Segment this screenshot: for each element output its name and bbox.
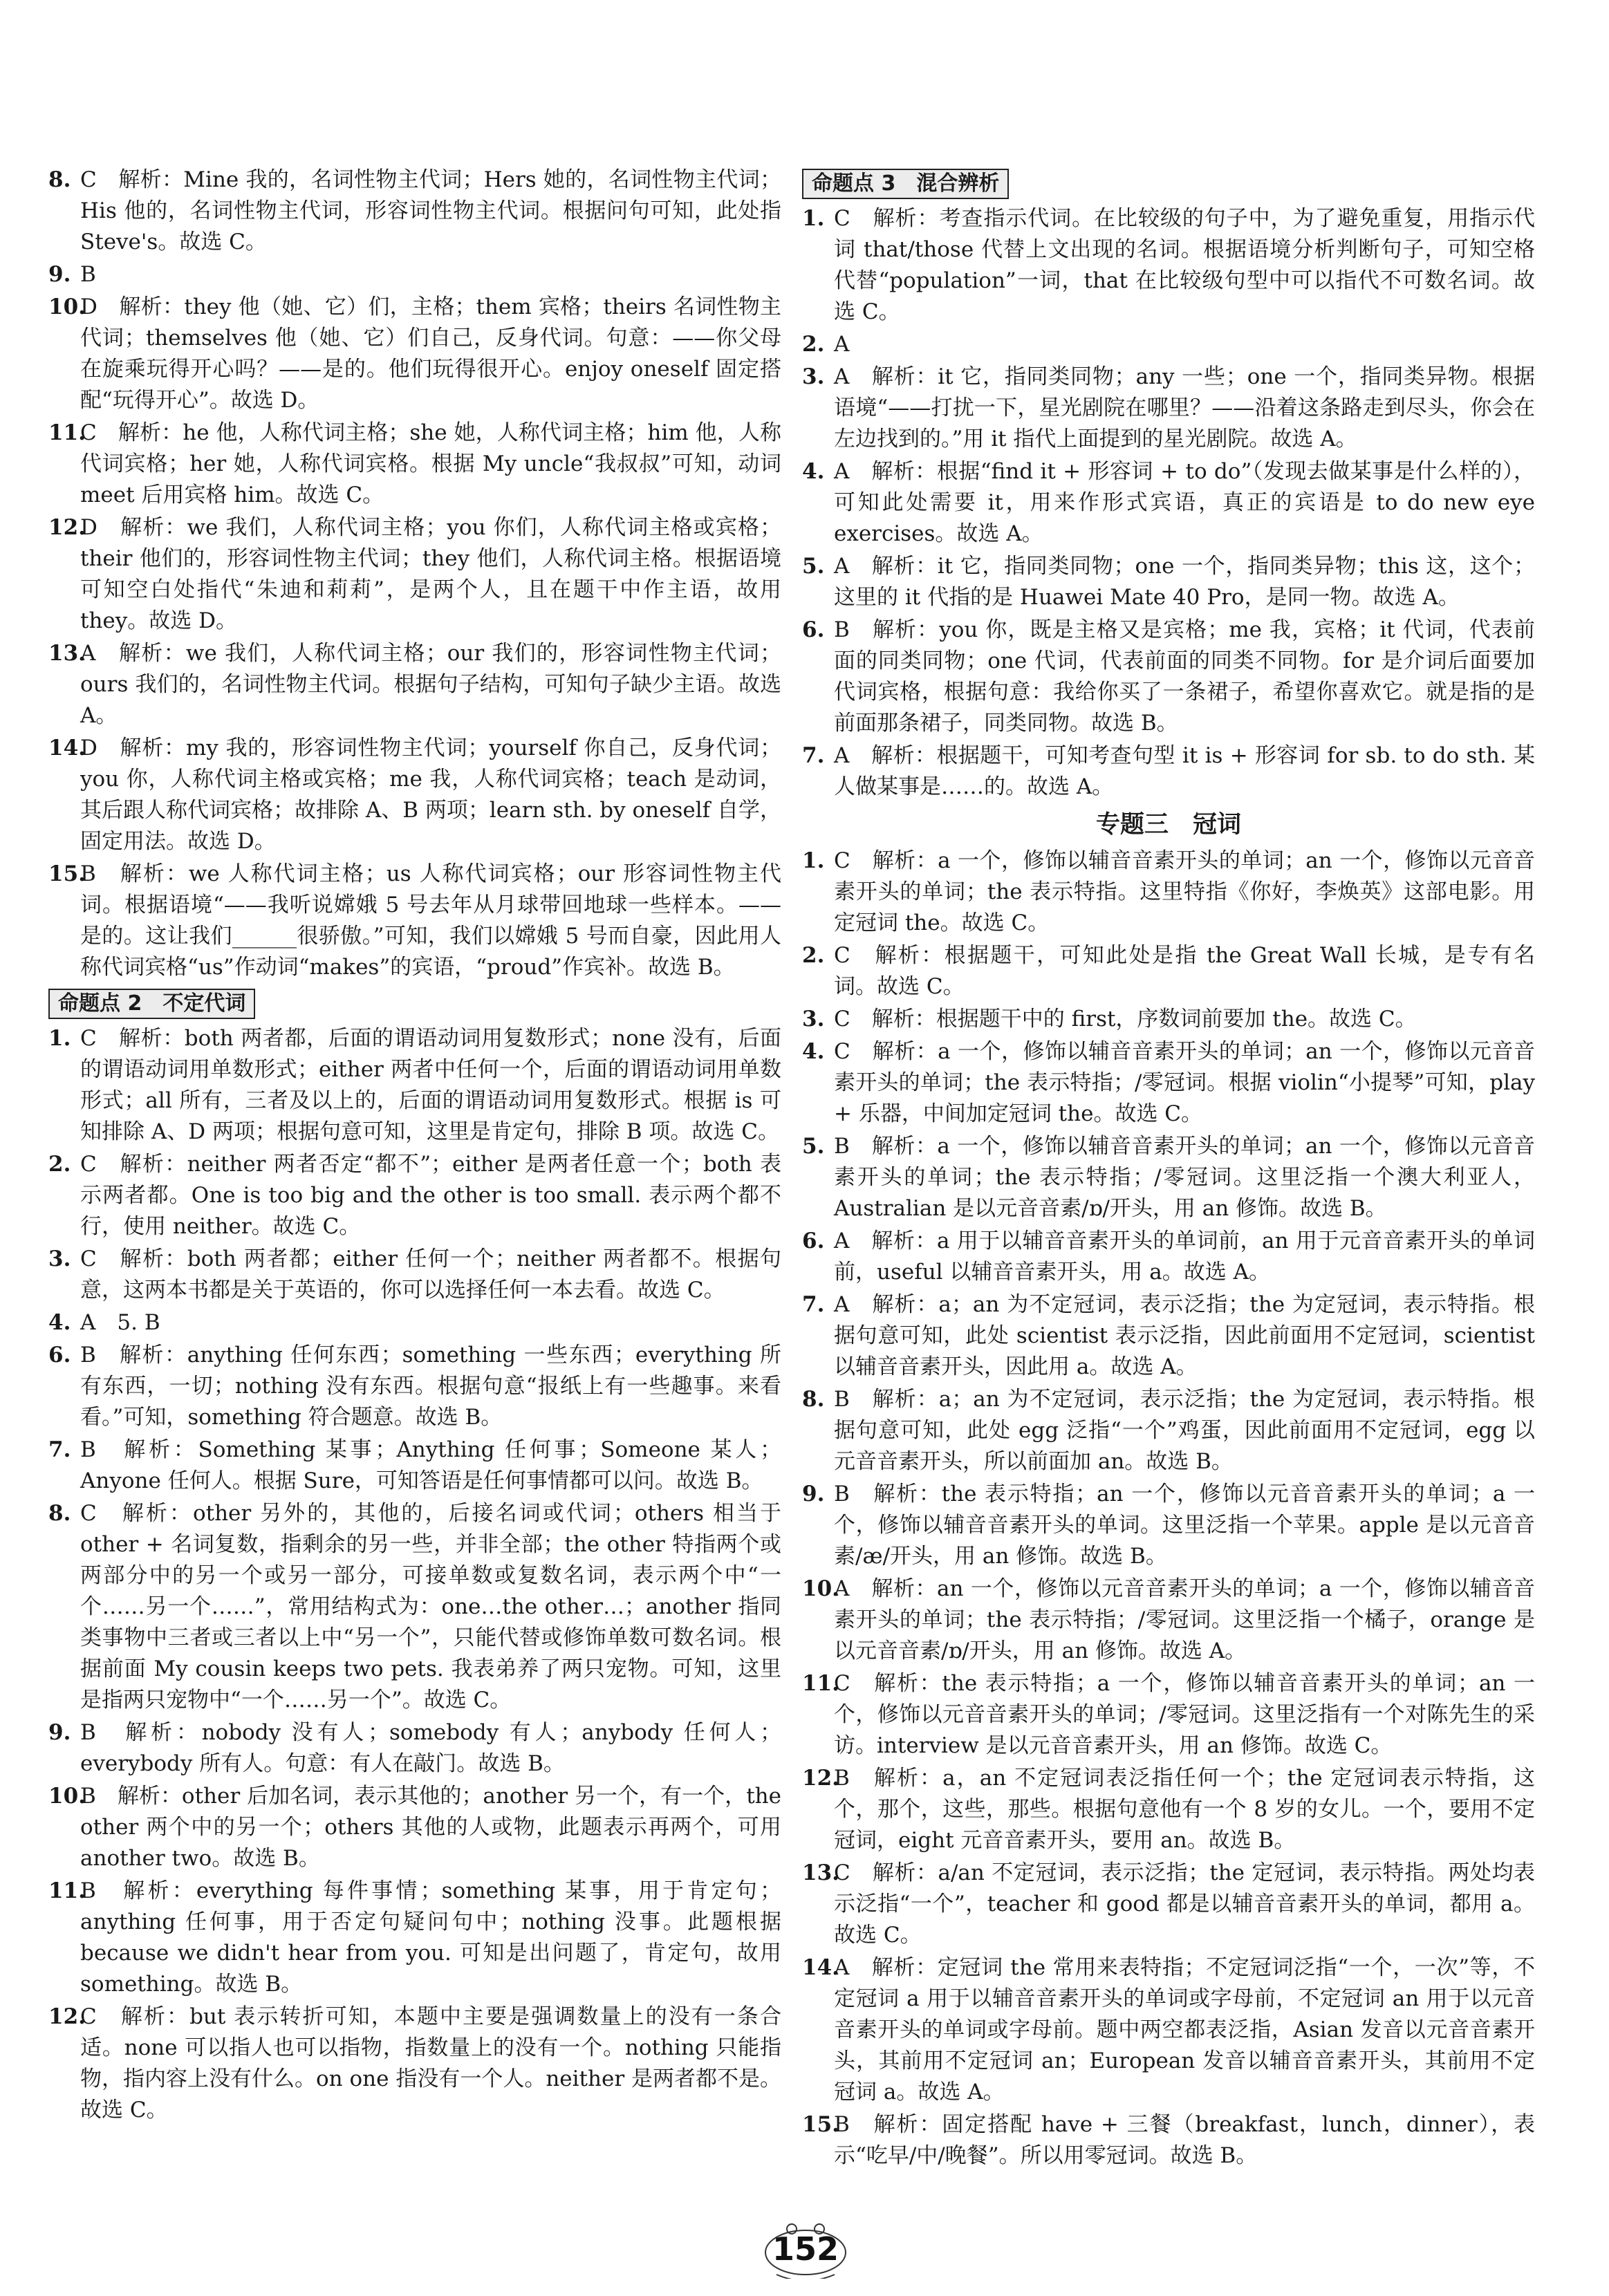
page-number: 152 [772,2230,839,2268]
answer-number: 7. [48,1437,71,1462]
answer-number: 1. [48,1026,71,1051]
answer-text: A [834,332,850,357]
answer-item [48,259,781,290]
answer-number: 6. [48,1343,71,1368]
answer-number: 7. [802,743,825,768]
answer-item [48,1435,781,1497]
left-column [48,165,781,2127]
answer-item [48,1307,781,1338]
answer-number: 12. [802,1766,839,1791]
answer-text: C 解析：a/an 不定冠词，表示泛指；the 定冠词，表示特指。两处均表示泛指“一个”，teacher 和 good 都是以辅音音素开头的单词，都用 a。故选 C。 [834,1860,1535,1948]
answer-text: D 解析：they 他（她、它）们，主格；them 宾格；theirs 名词性物主代词；themselves 他（她、它）们自己，反身代词。句意：——你父母在旋乘玩得开心吗？——是的。他们玩得很开心。enjoy oneself 固定搭配“玩得开心”。故选 D。 [80,295,781,413]
answer-text: C 解析：a 一个，修饰以辅音音素开头的单词；an 一个，修饰以元音音素开头的单词；the 表示特指。这里特指《你好，李焕英》这部电影。用定冠词 the。故选 C。 [834,848,1535,935]
answer-item [802,1226,1535,1288]
answer-number: 5. [802,1134,825,1159]
answer-number: 9. [48,262,71,287]
answer-text: B 解析：other 后加名词，表示其他的；another 另一个，有一个，the other 两个中的另一个；others 其他的人或物，此题表示再两个，可用 another two。故选 B。 [80,1784,781,1871]
answer-number: 15. [48,861,86,886]
answer-number: 6. [802,617,825,642]
answer-text: A 解析：a；an 为不定冠词，表示泛指；the 为定冠词，表示特指。根据句意可知，此处 scientist 表示泛指，因此前面用不定冠词，scientist 以辅音音素开头，因此用 a。故选 A。 [834,1292,1535,1379]
answer-item [802,615,1535,739]
answer-item [48,1781,781,1874]
answer-text: C 解析：neither 两者否定“都不”；either 是两者任意一个；both 表示两者都。One is too big and the other is too small. 表示两个都不行，使用 neither。故选 C。 [80,1152,781,1239]
answer-text: B 解析：we 人称代词主格；us 人称代词宾格；our 形容词性物主代词。根据语境“——我听说嫦娥 5 号去年从月球带回地球一些样本。——是的。这让我们______很骄傲。”可知，我们以嫦娥 5 号而自豪，因此用人称代词宾格“us”作动词“makes”的宾语，“proud”作宾补。故选 B。 [80,861,781,980]
answer-number: 10. [48,1784,86,1809]
answer-item [802,1131,1535,1224]
answer-text: B 解析：you 你，既是主格又是宾格；me 我，宾格；it 代词，代表前面的同类同物；one 代词，代表前面的同类不同物。for 是介词后面要加代词宾格，根据句意：我给你买了一条裙子，希望你喜欢它。就是指的是前面那条裙子，同类同物。故选 B。 [834,617,1535,736]
answer-item [802,551,1535,613]
answer-item [802,1004,1535,1035]
answer-item [802,1763,1535,1856]
answer-number: 1. [802,848,825,873]
answer-number: 12. [48,2004,86,2029]
answer-number: 3. [802,1007,825,1032]
answer-text: C 解析：the 表示特指；a 一个，修饰以辅音音素开头的单词；an 一个，修饰以元音音素开头的单词；/零冠词。这里泛指有一个对陈先生的采访。interview 是以元音音素开头，用 an 修饰。故选 C。 [834,1671,1535,1758]
answer-text: D 解析：we 我们，人称代词主格；you 你们，人称代词主格或宾格；their 他们的，形容词性物主代词；they 他们，人称代词主格。根据语境可知空白处指代“朱迪和莉莉”，是两个人，且在题干中作主语，故用 they。故选 D。 [80,515,781,633]
answer-number: 14. [48,736,86,760]
answer-text: B 解析：nobody 没有人；somebody 有人；anybody 任何人；everybody 所有人。句意：有人在敲门。故选 B。 [80,1720,781,1776]
answer-number: 2. [802,943,825,968]
answer-number: 6. [802,1229,825,1253]
answer-text: B 解析：everything 每件事情；something 某事，用于肯定句；anything 任何事，用于否定句疑问句中；nothing 没事。此题根据 because we didn't hear from you. 可知是出问题了，肯定句，故用 something。故选 B。 [80,1878,781,1997]
answer-text: C 解析：but 表示转折可知，本题中主要是强调数量上的没有一条合适。none 可以指人也可以指物，指数量上的没有一个。nothing 只能指物，指内容上没有什么。on one 指没有一个人。neither 是两者都不是。故选 C。 [80,2004,781,2122]
answer-item [48,1340,781,1433]
answer-number: 1. [802,206,825,231]
answer-text: A 解析：根据题干，可知考查句型 it is + 形容词 for sb. to do sth. 某人做某事是……的。故选 A。 [834,743,1535,799]
answer-text: B 解析：the 表示特指；an 一个，修饰以元音音素开头的单词；a 一个，修饰以辅音音素开头的单词。这里泛指一个苹果。apple 是以元音音素/æ/开头，用 an 修饰。故选 B。 [834,1482,1535,1569]
answer-number: 4. [802,459,825,484]
answer-number: 11. [802,1671,839,1696]
answer-item [802,740,1535,803]
answer-item [802,203,1535,328]
answer-number: 10. [48,295,86,319]
answer-item [802,1036,1535,1130]
answer-number: 2. [48,1152,71,1177]
answer-number: 11. [48,1878,86,1903]
answer-number: 14. [802,1955,839,1980]
answer-number: 8. [48,167,71,192]
answer-text: C 解析：both 两者都；either 任何一个；neither 两者都不。根据句意，这两本书都是关于英语的，你可以选择任何一本去看。故选 C。 [80,1247,781,1303]
answer-text: C 解析：Mine 我的，名词性物主代词；Hers 她的，名词性物主代词；His 他的，名词性物主代词，形容词性物主代词。根据问句可知，此处指 Steve's。故选 C。 [80,167,781,254]
answer-text: A 解析：it 它，指同类同物；any 一些；one 一个，指同类异物。根据语境“——打扰一下，星光剧院在哪里？——沿着这条路走到尽头，你会在左边找到的。”用 it 指代上面提到的星光剧院。故选 A。 [834,364,1535,451]
answer-text: A 解析：it 它，指同类同物；one 一个，指同类异物；this 这，这个；这里的 it 代指的是 Huawei Mate 40 Pro，是同一物。故选 A。 [834,554,1535,610]
answer-item [802,456,1535,550]
answer-text: A 解析：根据“find it + 形容词 + to do”（发现去做某事是什么样的），可知此处需要 it，用来作形式宾语，真正的宾语是 to do new eye exercises。故选 A。 [834,459,1535,546]
answer-number: 4. [48,1310,71,1335]
answer-number: 4. [802,1039,825,1064]
answer-item [48,1498,781,1716]
answer-text: C 解析：both 两者都，后面的谓语动词用复数形式；none 没有，后面的谓语动词用单数形式；either 两者中任何一个，后面的谓语动词用单数形式；all 所有，三者及以上的，后面的谓语动词用复数形式。根据 is 可知排除 A、D 两项；根据句意可知，这里是肯定句，排除 B 项。故选 C。 [80,1026,781,1144]
answer-item [48,2001,781,2126]
answer-text: A 解析：an 一个，修饰以元音音素开头的单词；a 一个，修饰以辅音音素开头的单词；the 表示特指；/零冠词。这里泛指一个橘子，orange 是以元音音素/ɒ/开头，用 an 修饰。故选 A。 [834,1576,1535,1663]
answer-text: C 解析：other 另外的，其他的，后接名词或代词；others 相当于 other + 名词复数，指剩余的另一些，并非全部；the other 特指两个或两部分中的另一个或另一部分，可接单数或复数名词，表示两个中“一个……另一个……”，常用结构式为：one…the other…；another 指同类事物中三者或三者以上中“另一个”，只能代替或修饰单数可数名词。根据前面 My cousin keeps two pets. 我表弟养了两只宠物。可知，这里是指两只宠物中“一个……另一个”。故选 C。 [80,1501,781,1712]
answer-number: 3. [802,364,825,389]
answer-text: C 解析：根据题干，可知此处是指 the Great Wall 长城，是专有名词。故选 C。 [834,943,1535,999]
right-column [802,165,1535,2173]
section-header: 命题点 2 不定代词 [48,989,255,1019]
answer-item [802,1668,1535,1762]
answer-item [802,362,1535,455]
answer-item [48,1876,781,2000]
answer-item [802,1574,1535,1667]
answer-item [802,1952,1535,2108]
answer-text: B 解析：a；an 为不定冠词，表示泛指；the 为定冠词，表示特指。根据句意可知，此处 egg 泛指“一个”鸡蛋，因此前面用不定冠词，egg 以元音音素开头，所以前面加 an。故选 B。 [834,1387,1535,1474]
answer-number: 9. [48,1720,71,1745]
answer-item [802,846,1535,939]
answer-text: A 解析：定冠词 the 常用来表特指；不定冠词泛指“一个，一次”等，不定冠词 a 用于以辅音音素开头的单词或字母前，不定冠词 an 用于以元音音素开头的单词或字母前。题中两空都表泛指，Asian 发音以元音音素开头，其前用不定冠词 an；European 发音以辅音音素开头，其前用不定冠词 a。故选 A。 [834,1955,1535,2104]
answer-item [48,733,781,857]
section-header: 命题点 3 混合辨析 [802,169,1009,199]
answer-item [48,512,781,637]
answer-item [802,940,1535,1002]
answer-item [48,1149,781,1242]
answer-number: 13. [48,641,86,666]
topic-title: 专题三 冠词 [1095,811,1241,839]
answer-item [802,1384,1535,1477]
section-header-wrap [802,165,1535,203]
answer-item [48,165,781,258]
answer-number: 9. [802,1482,825,1506]
answer-text: A 5. B [80,1310,160,1335]
answer-number: 11. [48,420,86,445]
answer-item [802,1479,1535,1572]
answer-text: C 解析：考查指示代词。在比较级的句子中，为了避免重复，用指示代词 that/those 代替上文出现的名词。根据语境分析判断句子，可知空格代替“population”一词，that 在比较级句型中可以指代不可数名词。故选 C。 [834,206,1535,324]
answer-text: A 解析：we 我们，人称代词主格；our 我们的，形容词性物主代词；ours 我们的，名词性物主代词。根据句子结构，可知句子缺少主语。故选 A。 [80,641,781,728]
answer-item [48,292,781,416]
answer-number: 15. [802,2112,839,2137]
section-header-wrap [48,984,781,1023]
answer-number: 13. [802,1860,839,1885]
answer-number: 10. [802,1576,839,1601]
answer-text: B [80,262,96,287]
answer-text: C 解析：he 他，人称代词主格；she 她，人称代词主格；him 他，人称代词宾格；her 她，人称代词宾格。根据 My uncle“我叔叔”可知，动词 meet 后用宾格 him。故选 C。 [80,420,781,507]
answer-item [48,418,781,511]
answer-text: B 解析：anything 任何东西；something 一些东西；everything 所有东西，一切；nothing 没有东西。根据句意“报纸上有一些趣事。来看看。”可知，something 符合题意。故选 B。 [80,1343,781,1430]
answer-text: B 解析：固定搭配 have + 三餐（breakfast，lunch，dinner），表示“吃早/中/晚餐”。所以用零冠词。故选 B。 [834,2112,1535,2168]
answer-text: B 解析：a 一个，修饰以辅音音素开头的单词；an 一个，修饰以元音音素开头的单词；the 表示特指；/零冠词。这里泛指一个澳大利亚人，Australian 是以元音音素/ɒ/开头，用 an 修饰。故选 B。 [834,1134,1535,1221]
answer-number: 5. [802,554,825,579]
answer-number: 12. [48,515,86,540]
answer-number: 8. [802,1387,825,1412]
answer-number: 2. [802,332,825,357]
answer-item [802,1858,1535,1951]
answer-item [48,1244,781,1306]
answer-text: A 解析：a 用于以辅音音素开头的单词前，an 用于元音音素开头的单词前，useful 以辅音音素开头，用 a。故选 A。 [834,1229,1535,1285]
answer-number: 7. [802,1292,825,1317]
answer-text: D 解析：my 我的，形容词性物主代词；yourself 你自己，反身代词；you 你，人称代词主格或宾格；me 我，人称代词宾格；teach 是动词，其后跟人称代词宾格；故排除 A、B 两项；learn sth. by oneself 自学，固定用法。故选 D。 [80,736,781,854]
answer-text: C 解析：根据题干中的 first，序数词前要加 the。故选 C。 [834,1007,1417,1032]
answer-number: 3. [48,1247,71,1271]
answer-item [48,1023,781,1148]
answer-text: B 解析：a，an 不定冠词表泛指任何一个；the 定冠词表示特指，这个，那个，这些，那些。根据句意他有一个 8 岁的女儿。一个，要用不定冠词，eight 元音音素开头，要用 an。故选 B。 [834,1766,1535,1853]
answer-text: C 解析：a 一个，修饰以辅音音素开头的单词；an 一个，修饰以元音音素开头的单词；the 表示特指；/零冠词。根据 violin“小提琴”可知，play + 乐器，中间加定冠词 the。故选 C。 [834,1039,1535,1126]
answer-item [802,1289,1535,1383]
answer-item [802,2109,1535,2172]
answer-item [802,329,1535,360]
answer-number: 8. [48,1501,71,1526]
answer-text: B 解析：Something 某事；Anything 任何事；Someone 某人；Anyone 任何人。根据 Sure，可知答语是任何事情都可以问。故选 B。 [80,1437,781,1493]
answer-item [48,859,781,983]
answer-item [48,638,781,731]
answer-item [48,1717,781,1780]
